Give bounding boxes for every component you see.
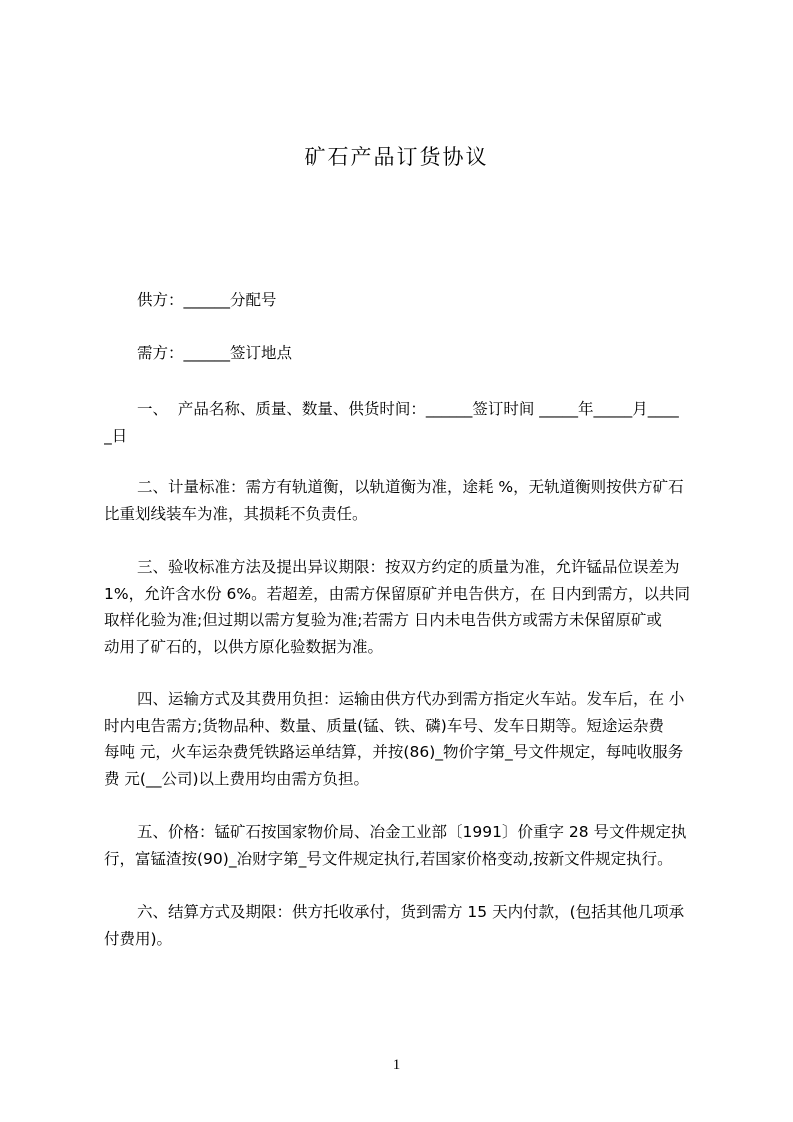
- paragraph-line: 三、验收标准方法及提出异议期限：按双方约定的质量为准，允许锰品位误差为: [137, 558, 680, 576]
- clause-transport: [104, 686, 700, 792]
- clause-settlement: [104, 899, 700, 952]
- paragraph-line: 付费用)。: [104, 929, 173, 948]
- paragraph-line: 五、价格：锰矿石按国家物价局、冶金工业部〔1991〕价重字 28 号文件规定执: [137, 823, 687, 841]
- paragraph-line: 六、结算方式及期限：供方托收承付，货到需方 15 天内付款，(包括其他几项承: [137, 903, 685, 921]
- paragraph-line: 一、 产品名称、质量、数量、供货时间：______签订时间 _____年_____月____: [137, 400, 679, 418]
- buyer-paragraph: [104, 340, 700, 367]
- paragraph-line: 需方：______签订地点: [137, 344, 293, 362]
- paragraph-line: 时内电告需方;货物品种、数量、质量(锰、铁、磷)车号、发车日期等。短途运杂费: [104, 716, 664, 735]
- paragraph-line: 供方：______分配号: [137, 291, 277, 309]
- paragraph-line: 动用了矿石的，以供方原化验数据为准。: [104, 637, 384, 656]
- page-number: 1: [392, 1057, 401, 1073]
- paragraph-line: 1%，允许含水份 6%。若超差，由需方保留原矿并电告供方，在 日内到需方，以共同: [104, 584, 691, 603]
- paragraph-line: 取样化验为准;但过期以需方复验为准;若需方 日内未电告供方或需方未保留原矿或: [104, 611, 662, 630]
- paragraph-line: _日: [104, 426, 128, 445]
- paragraph-line: 行，富锰渣按(90)_冶财字第_号文件规定执行,若国家价格变动,按新文件规定执行。: [104, 849, 673, 868]
- paragraph-line: 四、运输方式及其费用负担：运输由供方代办到需方指定火车站。发车后，在 小: [137, 690, 685, 708]
- clause-measurement: [104, 474, 700, 527]
- paragraph-line: 每吨 元，火车运杂费凭铁路运单结算，并按(86)_物价字第_号文件规定，每吨收服务: [104, 743, 684, 762]
- clause-product: [104, 396, 700, 449]
- supplier-paragraph: [104, 287, 700, 314]
- paragraph-line: 比重划线装车为准，其损耗不负责任。: [104, 504, 368, 523]
- clause-inspection: [104, 554, 700, 660]
- document-title: 矿石产品订货协议: [304, 145, 489, 169]
- paragraph-line: 费 元(__公司)以上费用均由需方负担。: [104, 769, 370, 788]
- clause-price: [104, 819, 700, 872]
- paragraph-line: 二、计量标准：需方有轨道衡，以轨道衡为准，途耗 %，无轨道衡则按供方矿石: [137, 478, 684, 496]
